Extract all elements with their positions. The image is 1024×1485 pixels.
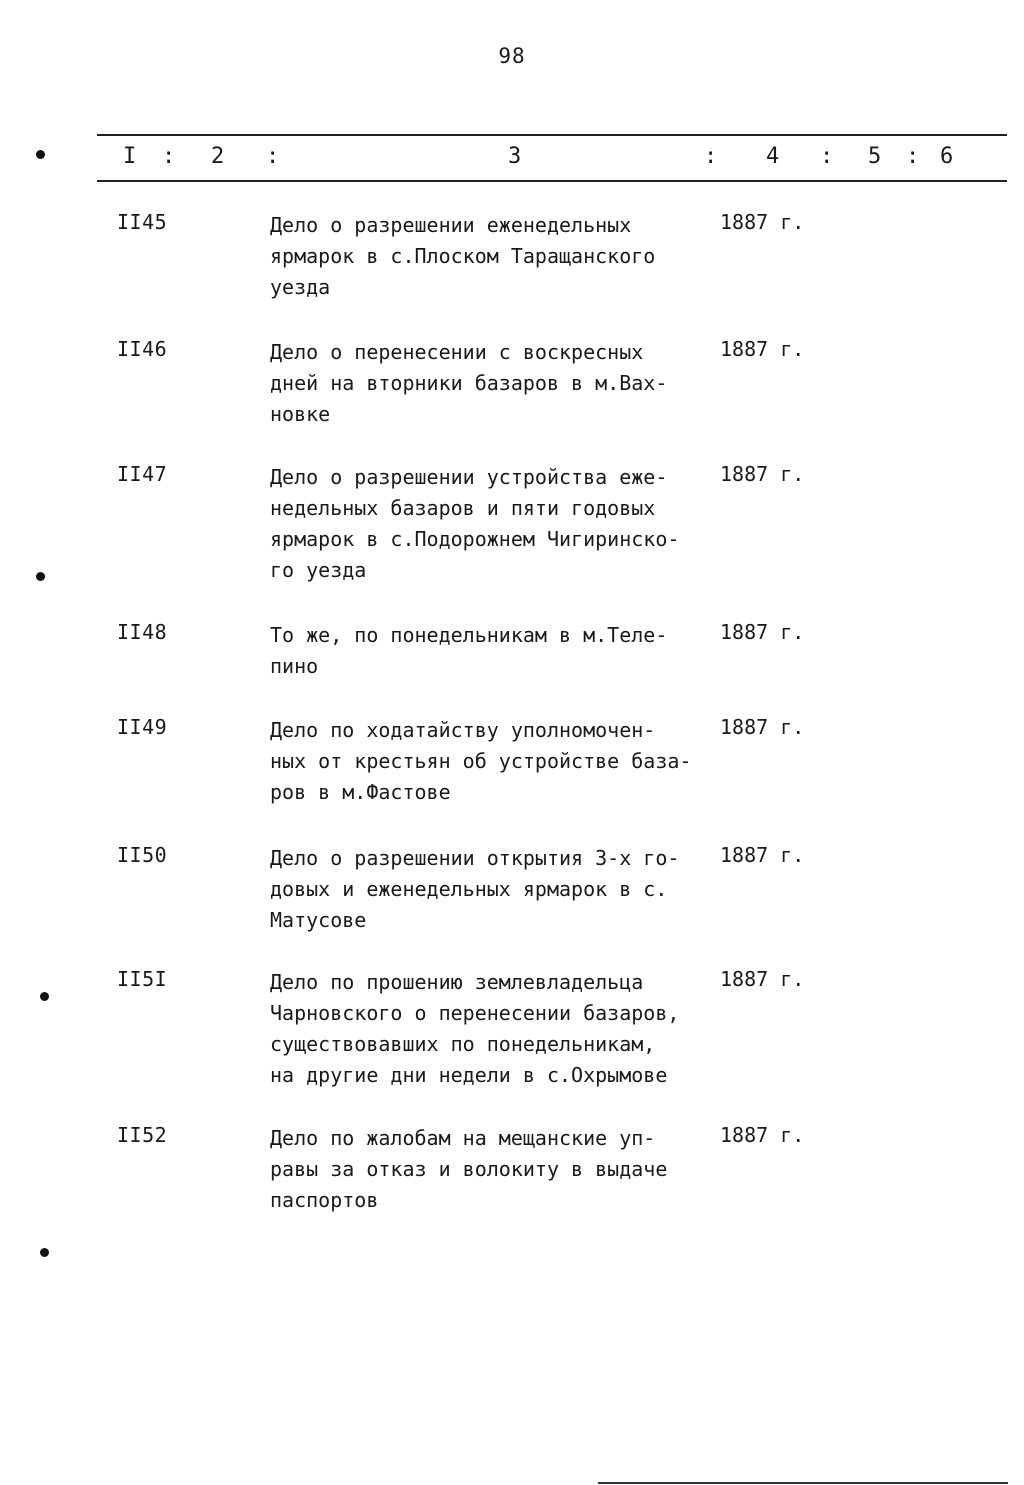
description-line: Дело о разрешении открытия 3-х го- — [270, 846, 680, 870]
description-line: существовавших по понедельникам, — [270, 1032, 656, 1056]
description-line: Чарновского о перенесении базаров, — [270, 1001, 680, 1025]
column-header-3: 3 — [508, 144, 522, 169]
description-line: Дело по ходатайству уполномочен- — [270, 718, 656, 742]
case-number: II47 — [117, 462, 168, 486]
case-description — [270, 967, 720, 1091]
description-line: паспортов — [270, 1188, 379, 1212]
case-year: 1887 г. — [720, 337, 805, 361]
description-line: Дело о разрешении устройства еже- — [270, 465, 668, 489]
column-separator: : — [162, 144, 176, 169]
description-line: дней на вторники базаров в м.Вах- — [270, 371, 668, 395]
description-line: Дело о разрешении еженедельных — [270, 213, 632, 237]
case-description — [270, 337, 720, 430]
description-line: пино — [270, 654, 319, 678]
column-separator: : — [266, 144, 280, 169]
punch-hole-mark — [40, 1248, 49, 1257]
case-year: 1887 г. — [720, 1123, 805, 1147]
header-top-rule — [97, 134, 1007, 136]
column-header-row — [0, 144, 1024, 170]
description-line: Матусове — [270, 908, 367, 932]
page-number: 98 — [498, 44, 526, 68]
description-line: уезда — [270, 275, 331, 299]
case-year: 1887 г. — [720, 715, 805, 739]
punch-hole-mark — [40, 992, 49, 1001]
case-description — [270, 462, 720, 586]
case-description — [270, 715, 720, 808]
case-number: II49 — [117, 715, 168, 739]
description-line: Дело по жалобам на мещанские уп- — [270, 1126, 656, 1150]
case-year: 1887 г. — [720, 620, 805, 644]
case-number: II48 — [117, 620, 168, 644]
description-line: недельных базаров и пяти годовых — [270, 496, 656, 520]
column-header-2: 2 — [211, 144, 225, 169]
column-header-4: 4 — [766, 144, 780, 169]
description-line: новке — [270, 402, 331, 426]
punch-hole-mark — [36, 572, 45, 581]
header-bottom-rule — [97, 180, 1007, 182]
case-number: II5I — [117, 967, 168, 991]
case-year: 1887 г. — [720, 843, 805, 867]
case-description — [270, 1123, 720, 1216]
description-line: Дело по прошению землевладельца — [270, 970, 644, 994]
case-year: 1887 г. — [720, 462, 805, 486]
bottom-rule — [598, 1482, 1008, 1484]
description-line: го уезда — [270, 558, 367, 582]
description-line: ров в м.Фастове — [270, 780, 451, 804]
case-description — [270, 843, 720, 936]
column-separator: : — [704, 144, 718, 169]
case-year: 1887 г. — [720, 967, 805, 991]
description-line: ярмарок в с.Плоском Таращанского — [270, 244, 656, 268]
description-line: на другие дни недели в с.Охрымове — [270, 1063, 668, 1087]
description-line: равы за отказ и волокиту в выдаче — [270, 1157, 668, 1181]
case-number: II52 — [117, 1123, 168, 1147]
description-line: довых и еженедельных ярмарок в с. — [270, 877, 668, 901]
description-line: ярмарок в с.Подорожнем Чигиринско- — [270, 527, 680, 551]
description-line: ных от крестьян об устройстве база- — [270, 749, 692, 773]
description-line: Дело о перенесении с воскресных — [270, 340, 644, 364]
column-header-6: 6 — [940, 144, 954, 169]
column-separator: : — [820, 144, 834, 169]
punch-hole-mark — [36, 150, 45, 159]
case-number: II45 — [117, 210, 168, 234]
column-separator: : — [906, 144, 920, 169]
column-header-1: I — [123, 144, 137, 169]
column-header-5: 5 — [868, 144, 882, 169]
case-description — [270, 210, 720, 303]
description-line: То же, по понедельникам в м.Теле- — [270, 623, 668, 647]
case-number: II46 — [117, 337, 168, 361]
case-year: 1887 г. — [720, 210, 805, 234]
case-description — [270, 620, 720, 682]
case-number: II50 — [117, 843, 168, 867]
